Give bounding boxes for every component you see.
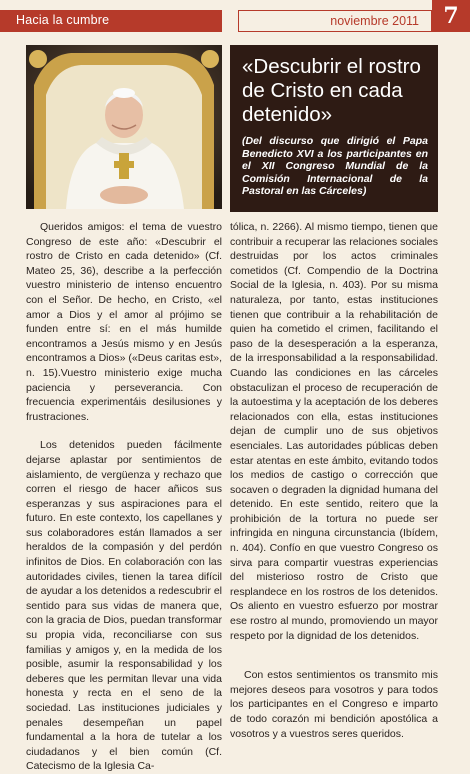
article-subtitle: (Del discurso que dirigió el Papa Benedicto XVI a los participantes en el XII Congreso Mundial de la Comisión Internacional de la Pastoral en las Cárceles) <box>242 135 428 197</box>
column-right <box>230 220 438 741</box>
section-header <box>0 10 222 32</box>
date-header <box>238 10 432 32</box>
paragraph: Los detenidos pueden fácilmente dejarse aplastar por sentimientos de aislamiento, de vergüenza y rechazo que corren el riesgo de hacer añicos sus esperanzas y sus aspiraciones para el futuro. En este contexto, los capellanes y sus colaboradores están llamados a ser heraldos de la compasión y del perdón infinitos de Dios. En colaboración con las autoridades civiles, tienen la tarea difícil de ayudar a los detenidos a redescubrir el sentido para sus vidas de manera que, con la gracia de Dios, puedan transformar su propia vida, reconciliarse con sus familias y amigos y, en la medida de los posible, asumir la responsabilidad y los deberes que les permitan llevar una vida honesta y recta en el seno de la sociedad. Las instituciones judiciales y penales desempeñan un papel fundamental a la hora de tutelar a los ciudadanos y el bien común (Cf. Catecismo de la Iglesia Ca- <box>26 439 222 773</box>
section-title: Hacia la cumbre <box>16 13 110 27</box>
article-title-box <box>230 45 438 212</box>
column-left <box>26 220 222 774</box>
closing-paragraph: Con estos sentimientos os transmito mis mejores deseos para vosotros y para todos los participantes en el Congreso e imparto de todo corazón mi bendición apostólica a vosotros y a vuestros seres queridos. <box>230 669 438 740</box>
issue-date: noviembre 2011 <box>330 14 419 28</box>
paragraph: Queridos amigos: el tema de vuestro Congreso de este año: «Descubrir el rostro de Cristo en cada detenido» (Cf. Mateo 25, 36), describe a la perfección vuestro ministerio de intenso encuentro con el Señor. De hecho, en Cristo, «el amor a Dios y el amor al prójimo se funden entre sí: en el más humilde encontramos a Jesús mismo y en Jesús encontramos a Dios» («Deus caritas est», n. 15).Vuestro ministerio exige mucha paciencia y perseverancia. Con frecuencia experimentáis desilusiones y frustraciones. <box>26 221 222 423</box>
article-title: «Descubrir el rostro de Cristo en cada detenido» <box>242 55 421 126</box>
paragraph: tólica, n. 2266). Al mismo tiempo, tienen que contribuir a recuperar las relaciones sociales destruidas por los actos criminales cometidos (Cf. Compendio de la Doctrina Social de la Iglesia, n. 403). Por su misma naturaleza, por tanto, estas instituciones tienen que contribuir a la rehabilitación de quien ha cometido el crimen, facilitando el paso de la desesperación a la esperanza, de la irresponsabilidad a la responsabilidad. Cuando las condiciones en las cárceles obstaculizan el proceso de recuperación de la autoestima y la aceptación de los deberes relacionados con ella, estas instituciones dejan de cumplir uno de sus objetivos esenciales. Las autoridades públicas deben estar atentas en este ámbito, evitando todos los medios de castigo o corrección que socaven o degraden la dignidad humana del detenido. En este sentido, reitero que la prohibición de la tortura no puede ser infringida en ninguna circunstancia (Ibídem, n. 404). Confío en que vuestro Congreso os sirva para compartir vuestras experiencias del misterioso rostro de Cristo que resplandece en los rostros de los detenidos. Os aliento en vuestro esfuerzo por mostrar ese rostro al mundo, promoviendo un mayor respeto por la dignidad de los detenidos. <box>230 221 438 642</box>
page-number: 7 <box>432 0 470 32</box>
pope-photo <box>26 45 222 209</box>
